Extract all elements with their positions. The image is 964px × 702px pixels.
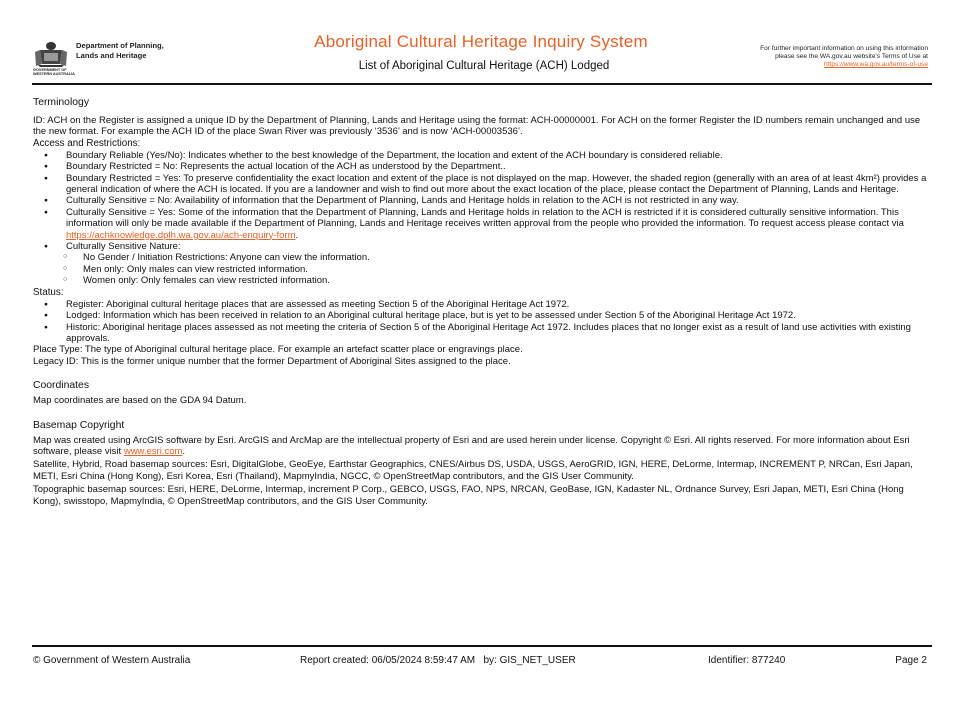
- term-key: Culturally Sensitive = Yes:: [66, 206, 176, 218]
- term-text-after: .: [295, 229, 299, 241]
- term-text: Information which has been received in relation to an Aboriginal cultural heritage place, but is yet to be assessed under Section 5 of the Aboriginal Heritage Act 1972.: [100, 310, 796, 322]
- term-key: Boundary Reliable (Yes/No):: [66, 149, 186, 161]
- terms-info: [760, 45, 928, 69]
- nature-list: [33, 252, 931, 286]
- info-line-1: For further important information on using this information: [760, 45, 928, 52]
- document-body: [33, 97, 931, 507]
- basemap-p1-after: .: [182, 445, 186, 457]
- basemap-p1: Map was created using ArcGIS software by Esri. ArcGIS and ArcMap are the intellectual property of Esri and are used herein under license. Copyright © Esri. All rights reserved. For more information about Esri software, please visit: [33, 434, 910, 457]
- footer-page-number: Page 2: [895, 655, 927, 666]
- list-item: [33, 161, 931, 172]
- list-item: [33, 310, 931, 321]
- basemap-topographic-sources: Topographic basemap sources: Esri, HERE, DeLorme, Intermap, increment P Corp., GEBCO, USGS, FAO, NPS, NRCAN, GeoBase, IGN, Kadaster NL, Ordnance Survey, Esri Japan, METI, Esri China (Hong Kong), swisstopo, MapmyIndia, © OpenStreetMap contributors, and the GIS User Community.: [33, 484, 904, 507]
- term-text: Availability of information that the Department of Planning, Lands and Heritage holds in relation to the ACH is not restricted in any way.: [172, 195, 739, 207]
- list-item: [33, 275, 931, 286]
- list-item: [33, 207, 931, 241]
- list-item: [33, 195, 931, 206]
- esri-link[interactable]: www.esri.com: [123, 445, 183, 457]
- coordinates-text: Map coordinates are based on the GDA 94 Datum.: [33, 395, 247, 407]
- place-type-description: Place Type: The type of Aboriginal cultural heritage place. For example an artefact scatter place or engravings place.: [33, 344, 523, 356]
- basemap-heading: Basemap Copyright: [33, 419, 125, 431]
- access-list: [33, 150, 931, 287]
- terminology-heading: Terminology: [33, 97, 90, 108]
- term-key: Boundary Restricted = Yes:: [66, 172, 181, 184]
- gov-line-2: WESTERN AUSTRALIA: [33, 72, 75, 77]
- list-item: [33, 241, 931, 287]
- department-name: [76, 41, 164, 60]
- header-divider: [32, 83, 932, 85]
- dept-line-1: Department of Planning,: [76, 41, 164, 50]
- status-heading: Status:: [33, 286, 64, 298]
- term-text: Aboriginal cultural heritage places that are assessed as meeting Section 5 of the Aboriginal Heritage Act 1972.: [104, 298, 570, 310]
- term-text: Some of the information that the Department of Planning, Lands and Heritage holds in relation to the ACH is restricted if it is considered culturally sensitive information. This information will only be made available if the Department of Planning, Lands and Heritage receives written approval from the people who provided the information. To request access please contact via: [66, 206, 904, 230]
- status-list: [33, 299, 931, 345]
- term-key: Women only:: [83, 275, 139, 287]
- term-text: Anyone can view the information.: [227, 252, 370, 264]
- ach-enquiry-link[interactable]: https://achknowledge.dplh.wa.gov.au/ach-enquiry-form: [66, 229, 296, 241]
- footer-divider: [32, 645, 932, 647]
- list-item: [33, 299, 931, 310]
- dept-line-2: Lands and Heritage: [76, 50, 147, 60]
- term-text: Indicates whether to the best knowledge of the Department, the location and extent of the ACH boundary is considered reliable.: [185, 149, 723, 161]
- term-key: Men only:: [83, 263, 125, 275]
- legacy-id-description: Legacy ID: This is the former unique number that the former Department of Aboriginal Sites assigned to the place.: [33, 355, 511, 367]
- list-item: [33, 264, 931, 275]
- term-text: To preserve confidentiality the exact location and extent of the place is not displayed on the map. However, the shaded region (generally with an area of at least 4km²) provides a general indication of where the ACH is located. If you are a landowner and wish to find out more about the exact location of the place, please contact the Department of Planning, Lands and Heritage.: [66, 172, 927, 196]
- list-item: [33, 322, 931, 345]
- footer-identifier: Identifier: 877240: [708, 655, 786, 666]
- gov-line-1: GOVERNMENT OF: [33, 68, 67, 72]
- term-text: Aboriginal heritage places assessed as not meeting the criteria of Section 5 of the Aboriginal Heritage Act 1972. Includes places that no longer exist as a result of land use activities with existing approvals.: [66, 321, 911, 344]
- term-key: Boundary Restricted = No:: [66, 161, 178, 173]
- list-item: [33, 150, 931, 161]
- page-title: Aboriginal Cultural Heritage Inquiry System: [314, 32, 648, 51]
- term-key: No Gender / Initiation Restrictions:: [83, 252, 228, 264]
- basemap-satellite-sources: Satellite, Hybrid, Road basemap sources: Esri, DigitalGlobe, GeoEye, Earthstar Geographics, CNES/Airbus DS, USDA, USGS, AeroGRID, IGN, HERE, DeLorme, Intermap, INCREMENT P, NRCan, Esri Japan, METI, Esri China (Hong Kong), Esri Korea, Esri (Thailand), MapmyIndia, NGCC, © OpenStreetMap contributors, and the GIS User Community.: [33, 459, 913, 482]
- term-text: Only males can view restricted information.: [124, 263, 308, 275]
- list-item: [33, 173, 931, 196]
- coordinates-heading: Coordinates: [33, 380, 90, 392]
- page-subtitle: List of Aboriginal Cultural Heritage (ACH) Lodged: [358, 60, 610, 72]
- term-key: Lodged:: [66, 310, 101, 322]
- term-key: Historic:: [66, 321, 101, 333]
- info-line-2: please see the WA.gov.au website's Terms of Use at: [775, 53, 928, 60]
- term-key: Register:: [66, 298, 105, 310]
- term-key: Culturally Sensitive Nature:: [66, 241, 181, 253]
- list-item: [33, 252, 931, 263]
- basemap-esri-text: [33, 435, 931, 458]
- id-description: ID: ACH on the Register is assigned a unique ID by the Department of Planning, Lands and Heritage using the format: ACH-00000001. For ACH on the former Register the ID numbers remain unchanged and use the new format. For example the ACH ID of the place Swan River was previously ‘3536’ and is now ‘ACH-00003536’.: [33, 115, 921, 138]
- access-heading: Access and Restrictions:: [33, 137, 141, 149]
- terms-of-use-link[interactable]: https://www.wa.gov.au/terms-of-use: [824, 61, 928, 68]
- page-header: [0, 0, 964, 86]
- footer-report-created: Report created: 06/05/2024 8:59:47 AM by: GIS_NET_USER: [300, 655, 576, 666]
- term-text: Represents the actual location of the ACH as understood by the Department..: [177, 161, 506, 173]
- footer-copyright: © Government of Western Australia: [33, 655, 191, 666]
- term-key: Culturally Sensitive = No:: [66, 195, 173, 207]
- government-label: [33, 68, 75, 76]
- department-logo: [32, 36, 172, 78]
- term-text: Only females can view restricted information.: [138, 275, 330, 287]
